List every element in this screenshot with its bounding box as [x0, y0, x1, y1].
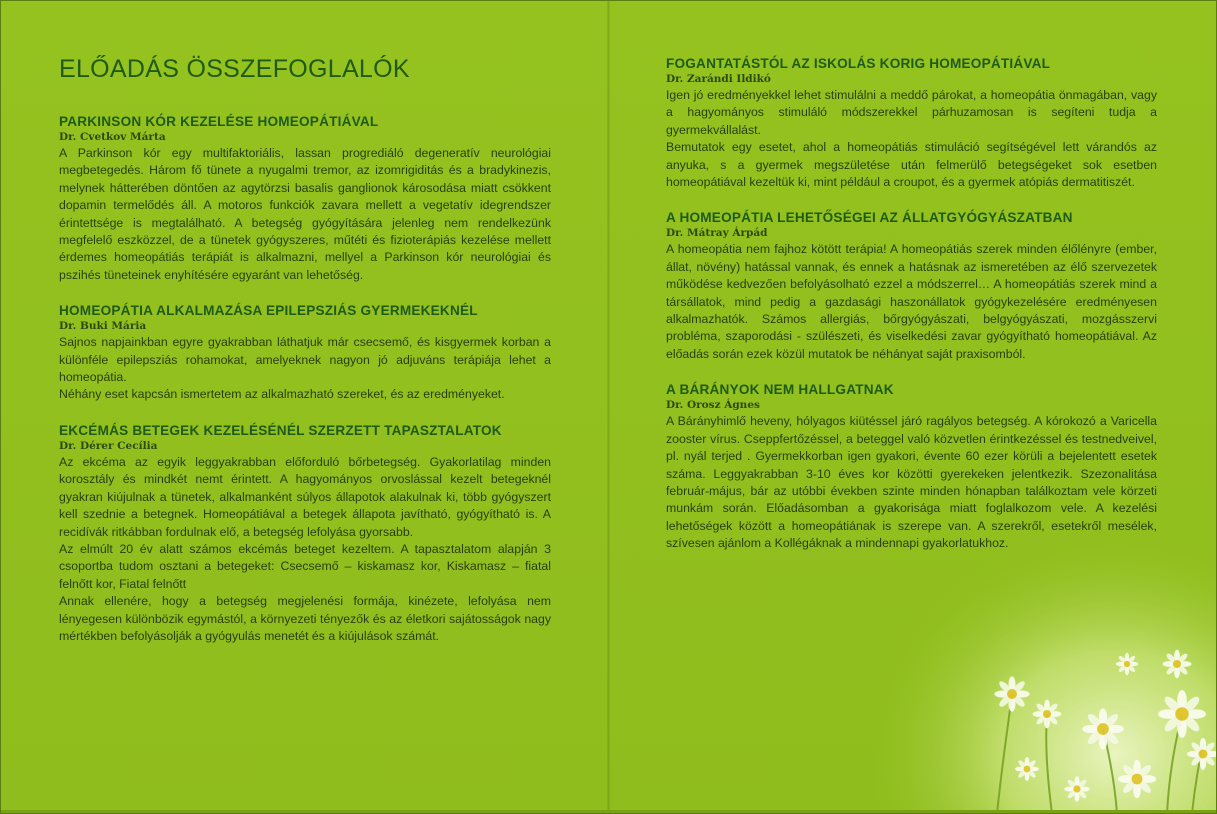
abstract-section: [59, 302, 551, 404]
abstract-section: [59, 113, 551, 284]
page-fold: [607, 0, 610, 814]
abstract-author: Dr. Buki Mária: [59, 320, 147, 333]
left-column: [59, 113, 551, 663]
right-column: [666, 55, 1157, 571]
abstract-author: Dr. Mátray Árpád: [666, 227, 768, 240]
abstract-paragraph: Az ekcéma az egyik leggyakrabban előforduló bőrbetegség. Gyakorlatilag minden korosztály és mindkét nemt érintett. A hagyományos orvoslással kezelt betegeknél gyakran kiújulnak a tünetek, alkalmanként súlyos állapotok alakulnak ki, több gyógyszert kell szednie a betegnek. Homeopátiával a betegek állapota javítható, gyógyítható is. A recidívák ritkábban fordulnak elő, a betegség lefolyása gyorsabb.: [59, 454, 551, 539]
abstract-title: FOGANTATÁSTÓL AZ ISKOLÁS KORIG HOMEOPÁTIÁVAL: [666, 56, 1051, 71]
abstract-section: [666, 381, 1157, 552]
abstract-title: PARKINSON KÓR KEZELÉSE HOMEOPÁTIÁVAL: [59, 114, 379, 129]
abstract-paragraph: A Bárányhimlő heveny, hólyagos kiütéssel járó ragályos betegség. A kórokozó a Varicella zooster vírus. Cseppfertőzéssel, a beteggel való közvetlen érintkezéssel és testnedveivel, pl. nyál terjed . Gyermekkorban igen gyakori, évente 60 ezer körüli a bejelentett esetek száma. Leggyakrabban 3-10 éves kor közötti gyerekeken jelentkezik. Szezonalitása február-május, bár az utóbbi években szinte minden hónapban találkoztam vele körzeti munkám során. Előadásomban a gyakorisága miatt foglalkozom vele. A kezelési lehetőségek között a homeopátiának is szerepe van. A szerekről, esetekről mesélek, szívesen ajánlom a Kollégáknak a mindennapi gyakorlatukhoz.: [666, 414, 1157, 551]
abstract-section: [59, 422, 551, 645]
abstract-title: HOMEOPÁTIA ALKALMAZÁSA EPILEPSZIÁS GYERMEKEKNÉL: [59, 303, 478, 319]
abstract-paragraph: Annak ellenére, hogy a betegség megjelenési formája, kinézete, lefolyása nem lényegesen különbözik egymástól, a környezeti tényezők és az életkori sajátosságok nagy mértékben befolyásolják a gyógyulás menetét és a kiújulások számát.: [59, 594, 551, 643]
abstract-author: Dr. Zarándi Ildikó: [666, 73, 771, 85]
abstract-section: [666, 55, 1157, 191]
abstract-author: Dr. Cvetkov Márta: [59, 131, 166, 143]
abstract-paragraph: Igen jó eredményekkel lehet stimulálni a meddő párokat, a homeopátia önmagában, vagy a hagyományos stimuláló módszerekkel párhuzamosan is segíteni tudja a gyermekvállalást.: [666, 88, 1157, 137]
bottom-edge: [0, 810, 1217, 814]
abstract-title: A BÁRÁNYOK NEM HALLGATNAK: [666, 382, 894, 398]
abstract-paragraph: A Parkinson kór egy multifaktoriális, lassan progrediáló degeneratív neurológiai megbetegedés. Három fő tünete a nyugalmi tremor, az izomrigiditás és a bradykinezis, melynek hátterében döntően az agytörzsi basalis ganglionok károsodása miatt csökkent dopamin termelődés áll. A motoros funkciók zavara mellett a vegetatív idegrendszer érintettsége is megtalálható. A betegség gyógyítására jelenleg nem rendelkezünk megfelelő eszközzel, de a tünetek gyógyszeres, műtéti és fizioterápiás kezelése mellett érdemes homeopátiás terápiát is alkalmazni, mellyel a Parkinson kór neurológiai és pszihés tüneteinek enyhítésére egyaránt van lehetőség.: [59, 146, 551, 282]
abstract-section: [666, 209, 1157, 363]
abstract-author: Dr. Dérer Cecília: [59, 439, 158, 452]
abstract-paragraph: Sajnos napjainkban egyre gyakrabban láthatjuk már csecsemő, és kisgyermek korban a különféle epilepsziás rohamokat, amelyeknek nagyon jó adjuváns terápiája lehet a homeopátia.: [59, 335, 551, 385]
page-title: ELŐADÁS ÖSSZEFOGLALÓK: [59, 55, 410, 83]
abstract-paragraph: Az elmúlt 20 év alatt számos ekcémás beteget kezeltem. A tapasztalatom alapján 3 csoportba tudom osztani a betegeket: Csecsemő – kiskamasz kor, Kiskamasz – fiatal felnőtt kor, Fiatal felnőtt: [59, 541, 551, 591]
abstract-author: Dr. Orosz Ágnes: [666, 399, 760, 412]
abstract-paragraph: Néhány eset kapcsán ismertetem az alkalmazható szereket, és az eredményeket.: [59, 387, 505, 402]
abstract-title: EKCÉMÁS BETEGEK KEZELÉSÉNÉL SZERZETT TAPASZTALATOK: [59, 422, 502, 438]
abstract-paragraph: A homeopátia nem fajhoz kötött terápia! A homeopátiás szerek minden élőlényre (ember, állat, növény) hatással vannak, és ennek a hatásnak az ismeretében az élő szervezetek működése kedvezően befolyásolható ezzel a módszerrel… A homeopátiás szerek mind a társállatok, mind pedig a gazdasági haszonállatok gyógykezelésére eredményesen alkalmazhatók. Számos allergiás, bőrgyógyászati, belgyógyászati, mozgásszervi probléma, szaporodási - szülészeti, és viselkedési zavar gyógyítható homeopátiával. Az előadás során ezek közül mutatok be néhányat saját praxisomból.: [666, 242, 1157, 361]
abstract-paragraph: Bemutatok egy esetet, ahol a homeopátiás stimuláció segítségével lett várandós az anyuka, s a gyermek megszületése után felmerülő betegségeket sok esetben homeopátiával kezeltük ki, mint például a croupot, és a gyermek atópiás dermatitiszét.: [666, 140, 1157, 190]
abstract-title: A HOMEOPÁTIA LEHETŐSÉGEI AZ ÁLLATGYÓGYÁSZATBAN: [666, 210, 1073, 226]
